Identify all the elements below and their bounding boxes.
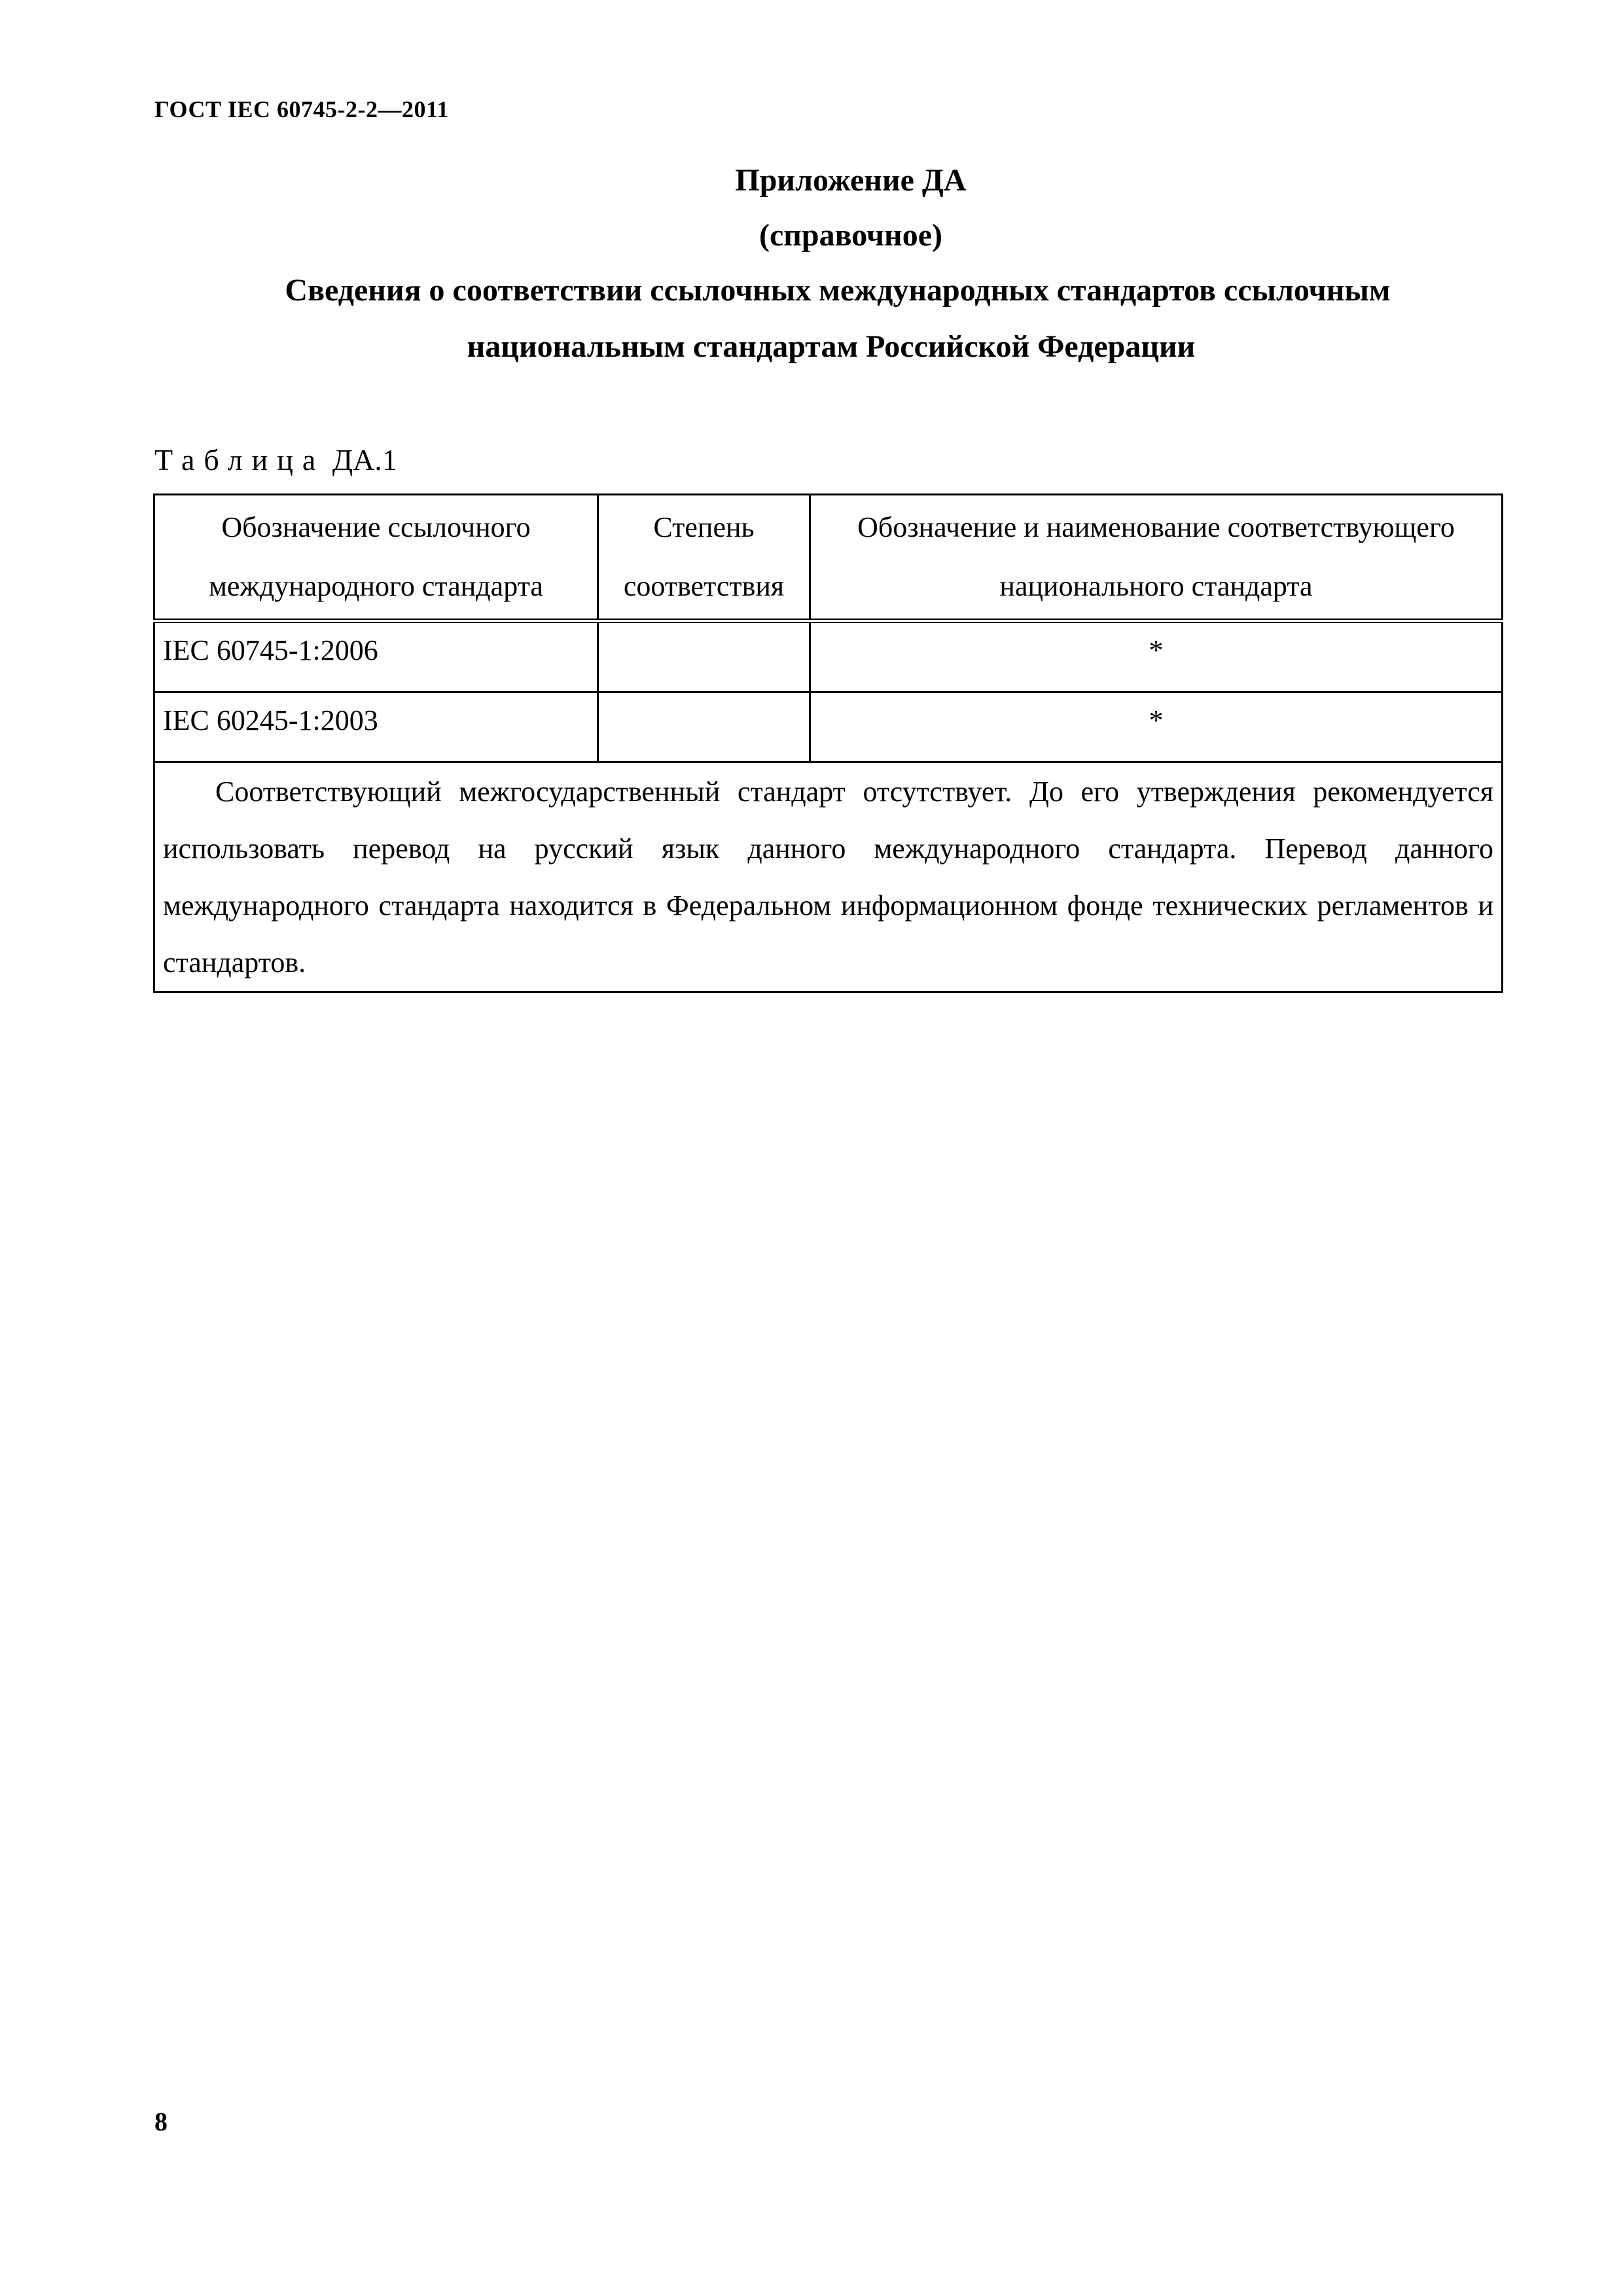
cell-degree — [598, 692, 810, 762]
table-footnote-row — [154, 762, 1503, 992]
cell-standard: IEC 60245-1:2003 — [154, 692, 598, 762]
annex-heading-line-2: национальным стандартам Российской Федерации — [467, 329, 1196, 364]
cell-national: * — [810, 621, 1503, 692]
header-international-standard: Обозначение ссылочного международного стандарта — [154, 495, 598, 621]
cell-standard: IEC 60745-1:2006 — [154, 621, 598, 692]
table-row — [154, 621, 1503, 692]
table-caption-word: Таблица — [154, 443, 325, 476]
table-caption-number: ДА.1 — [332, 443, 397, 476]
header-degree-of-conformity: Степень соответствия — [598, 495, 810, 621]
annex-type: (справочное) — [758, 218, 942, 253]
reference-standards-table — [153, 493, 1503, 993]
cell-national: * — [810, 692, 1503, 762]
document-code: ГОСТ IEC 60745-2-2—2011 — [154, 96, 449, 122]
page-number: 8 — [154, 2107, 168, 2136]
annex-title: Приложение ДА — [735, 163, 967, 198]
header-national-standard: Обозначение и наименование соответствующего национального стандарта — [810, 495, 1503, 621]
annex-heading-line-1: Сведения о соответствии ссылочных международных стандартов ссылочным — [285, 273, 1391, 308]
table-row — [154, 692, 1503, 762]
table-caption — [154, 442, 397, 477]
table-footnote: Соответствующий межгосударственный стандарт отсутствует. До его утверждения рекомендуется использовать перевод на русский язык данного международного стандарта. Перевод данного международного стандарта находится в Федеральном информационном фонде технических регламентов и стандартов. — [154, 762, 1503, 992]
cell-degree — [598, 621, 810, 692]
table-header-row — [154, 495, 1503, 621]
